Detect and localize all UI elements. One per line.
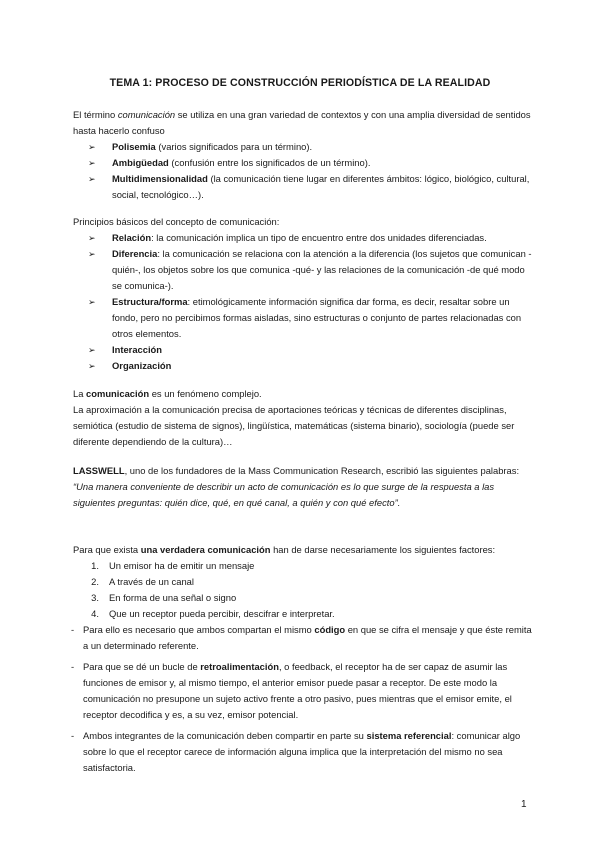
principles-heading: Principios básicos del concepto de comunicación: bbox=[73, 216, 280, 227]
list-item: - Para que se dé un bucle de retroalimentación, o feedback, el receptor ha de ser capaz de asumir las funciones de emisor y, al mismo tiempo, el anterior emisor puede pasar a receptor. De este modo la comunicación no presupone un sujeto activo frente a otro pasivo, pues mientras que el emisor emite, el receptor decodifica y es, a su vez, emisor potencial. bbox=[71, 661, 512, 720]
list-item: 4. Que un receptor pueda percibir, descifrar e interpretar. bbox=[91, 608, 335, 619]
lasswell-quote: “Una manera conveniente de describir un acto de comunicación es lo que surge de la respuesta a las siguientes preguntas: quién dice, qué, en qué canal, a quién y con qué efecto”. bbox=[73, 481, 495, 508]
arrow-bullet-icon: ➢ bbox=[88, 249, 96, 259]
lasswell-section bbox=[73, 463, 533, 511]
list-item: - Para ello es necesario que ambos compartan el mismo código en que se cifra el mensaje y que éste remita a un determinado referente. bbox=[71, 624, 532, 651]
list-item: ➢ Ambigüedad (confusión entre los significados de un término). bbox=[81, 155, 533, 171]
arrow-bullet-icon: ➢ bbox=[88, 297, 96, 307]
intro-bullet-list bbox=[81, 139, 533, 203]
factors-intro: Para que exista una verdadera comunicación han de darse necesariamente los siguientes factores: bbox=[73, 544, 496, 555]
list-item: ➢ Diferencia: la comunicación se relaciona con la atención a la diferencia (los sujetos que comunican -quién-, los objetos sobre los que comunica -qué- y las relaciones de la comunicación -de qué modo se comunica-). bbox=[81, 246, 533, 294]
factors-list bbox=[73, 558, 533, 622]
list-item: ➢ Estructura/forma: etimológicamente información significa dar forma, es decir, resaltar sobre un fondo, pero no percibimos formas aisladas, sino estructuras o conjunto de partes relacionadas con otros elementos. bbox=[81, 294, 533, 342]
list-item: 2. A través de un canal bbox=[91, 576, 194, 587]
arrow-bullet-icon: ➢ bbox=[88, 158, 96, 168]
arrow-bullet-icon: ➢ bbox=[88, 345, 96, 355]
complexity-section bbox=[73, 386, 533, 450]
arrow-bullet-icon: ➢ bbox=[88, 233, 96, 243]
principles-section bbox=[73, 214, 533, 374]
intro-paragraph: El término comunicación se utiliza en una gran variedad de contextos y con una amplia diversidad de sentidos hasta hacerlo confuso bbox=[73, 109, 531, 136]
list-item: 1. Un emisor ha de emitir un mensaje bbox=[91, 560, 255, 571]
principles-list bbox=[81, 230, 533, 374]
page-number: 1 bbox=[521, 799, 527, 810]
list-item: ➢ Multidimensionalidad (la comunicación tiene lugar en diferentes ámbitos: lógico, biológico, cultural, social, tecnológico…). bbox=[81, 171, 533, 203]
intro-section bbox=[73, 107, 533, 203]
disciplines-paragraph: La aproximación a la comunicación precisa de aportaciones teóricas y técnicas de diferentes disciplinas, semiótica (estudio de sistema de signos), lingüística, matemáticas (sistema binario), sociología (puede ser diferente dependiendo de la cultura)… bbox=[73, 404, 515, 447]
arrow-bullet-icon: ➢ bbox=[88, 361, 96, 371]
arrow-bullet-icon: ➢ bbox=[88, 174, 96, 184]
list-item: 3. En forma de una señal o signo bbox=[91, 592, 237, 603]
complexity-line: La comunicación es un fenómeno complejo. bbox=[73, 388, 262, 399]
document-title: TEMA 1: PROCESO DE CONSTRUCCIÓN PERIODÍSTICA DE LA REALIDAD bbox=[109, 77, 491, 89]
arrow-bullet-icon: ➢ bbox=[88, 142, 96, 152]
list-item: ➢ Relación: la comunicación implica un tipo de encuentro entre dos unidades diferenciadas. bbox=[81, 230, 533, 246]
list-item: ➢ Interacción bbox=[81, 342, 533, 358]
factors-section bbox=[73, 542, 533, 776]
list-item: - Ambos integrantes de la comunicación deben compartir en parte su sistema referencial: comunicar algo sobre lo que el receptor carece de información alguna implica que la interpretación del mismo no sea satisfactoria. bbox=[71, 730, 521, 773]
lasswell-paragraph: LASSWELL, uno de los fundadores de la Mass Communication Research, escribió las siguientes palabras: bbox=[73, 465, 520, 476]
list-item: ➢ Organización bbox=[81, 358, 533, 374]
intro-term: comunicación bbox=[117, 109, 176, 120]
list-item: ➢ Polisemia (varios significados para un término). bbox=[81, 139, 533, 155]
